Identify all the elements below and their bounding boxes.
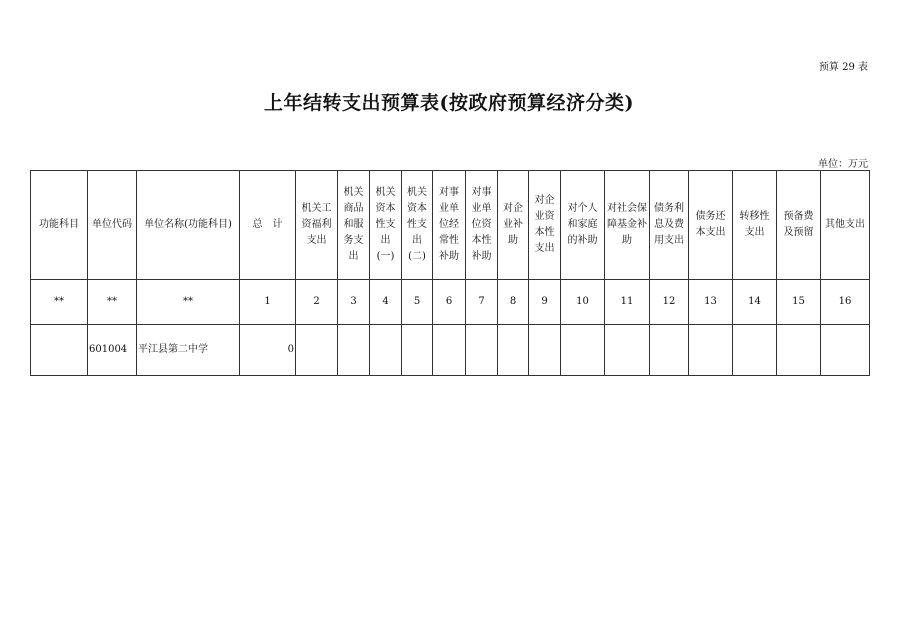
header-cell: 对事业单位经常性补助 — [433, 171, 466, 280]
table-cell — [777, 325, 821, 376]
table-cell — [689, 325, 733, 376]
index-cell: 3 — [338, 280, 370, 325]
index-cell: 16 — [821, 280, 870, 325]
cell-function-subject — [31, 325, 88, 376]
header-cell: 对个人和家庭的补助 — [561, 171, 605, 280]
cell-total: 0 — [240, 325, 296, 376]
cell-unit-name: 平江县第二中学 — [137, 325, 240, 376]
header-cell: 其他支出 — [821, 171, 870, 280]
header-row — [31, 171, 870, 280]
header-cell: 债务利息及费用支出 — [650, 171, 689, 280]
header-cell: 机关工资福利支出 — [296, 171, 338, 280]
table-cell — [650, 325, 689, 376]
index-cell: 11 — [605, 280, 650, 325]
table-cell — [296, 325, 338, 376]
table-cell — [338, 325, 370, 376]
index-cell: 5 — [402, 280, 433, 325]
header-cell: 对社会保障基金补助 — [605, 171, 650, 280]
header-cell: 功能科目 — [31, 171, 88, 280]
index-cell: 14 — [733, 280, 777, 325]
index-cell: 15 — [777, 280, 821, 325]
header-cell: 对事业单位资本性补助 — [466, 171, 498, 280]
index-cell: ** — [137, 280, 240, 325]
index-cell: ** — [88, 280, 137, 325]
header-cell: 对企业资本性支出 — [529, 171, 561, 280]
index-cell: 13 — [689, 280, 733, 325]
page-title: 上年结转支出预算表(按政府预算经济分类) — [264, 92, 634, 114]
header-cell: 机关商品和服务支出 — [338, 171, 370, 280]
header-cell: 机关资本性支出(一) — [370, 171, 402, 280]
index-cell: 7 — [466, 280, 498, 325]
table-cell — [466, 325, 498, 376]
header-cell: 债务还本支出 — [689, 171, 733, 280]
unit-label: 单位：万元 — [818, 159, 868, 170]
table-cell — [433, 325, 466, 376]
index-cell: 4 — [370, 280, 402, 325]
header-cell: 总 计 — [240, 171, 296, 280]
table-row — [31, 325, 870, 376]
cell-unit-code: 601004 — [88, 325, 137, 376]
index-cell: 9 — [529, 280, 561, 325]
form-number: 预算 29 表 — [818, 62, 868, 73]
table-cell — [821, 325, 870, 376]
index-cell: 6 — [433, 280, 466, 325]
index-cell: 12 — [650, 280, 689, 325]
header-cell: 单位代码 — [88, 171, 137, 280]
header-cell: 单位名称(功能科目) — [137, 171, 240, 280]
index-cell: 1 — [240, 280, 296, 325]
index-cell: ** — [31, 280, 88, 325]
index-cell: 10 — [561, 280, 605, 325]
table-cell — [561, 325, 605, 376]
header-cell: 预备费及预留 — [777, 171, 821, 280]
header-cell: 机关资本性支出(二) — [402, 171, 433, 280]
table-cell — [402, 325, 433, 376]
header-cell: 对企业补助 — [498, 171, 529, 280]
table-cell — [529, 325, 561, 376]
table-cell — [605, 325, 650, 376]
table-cell — [498, 325, 529, 376]
table-cell — [370, 325, 402, 376]
index-cell: 2 — [296, 280, 338, 325]
budget-table — [30, 170, 870, 376]
header-cell: 转移性支出 — [733, 171, 777, 280]
table-cell — [733, 325, 777, 376]
index-cell: 8 — [498, 280, 529, 325]
index-row — [31, 280, 870, 325]
